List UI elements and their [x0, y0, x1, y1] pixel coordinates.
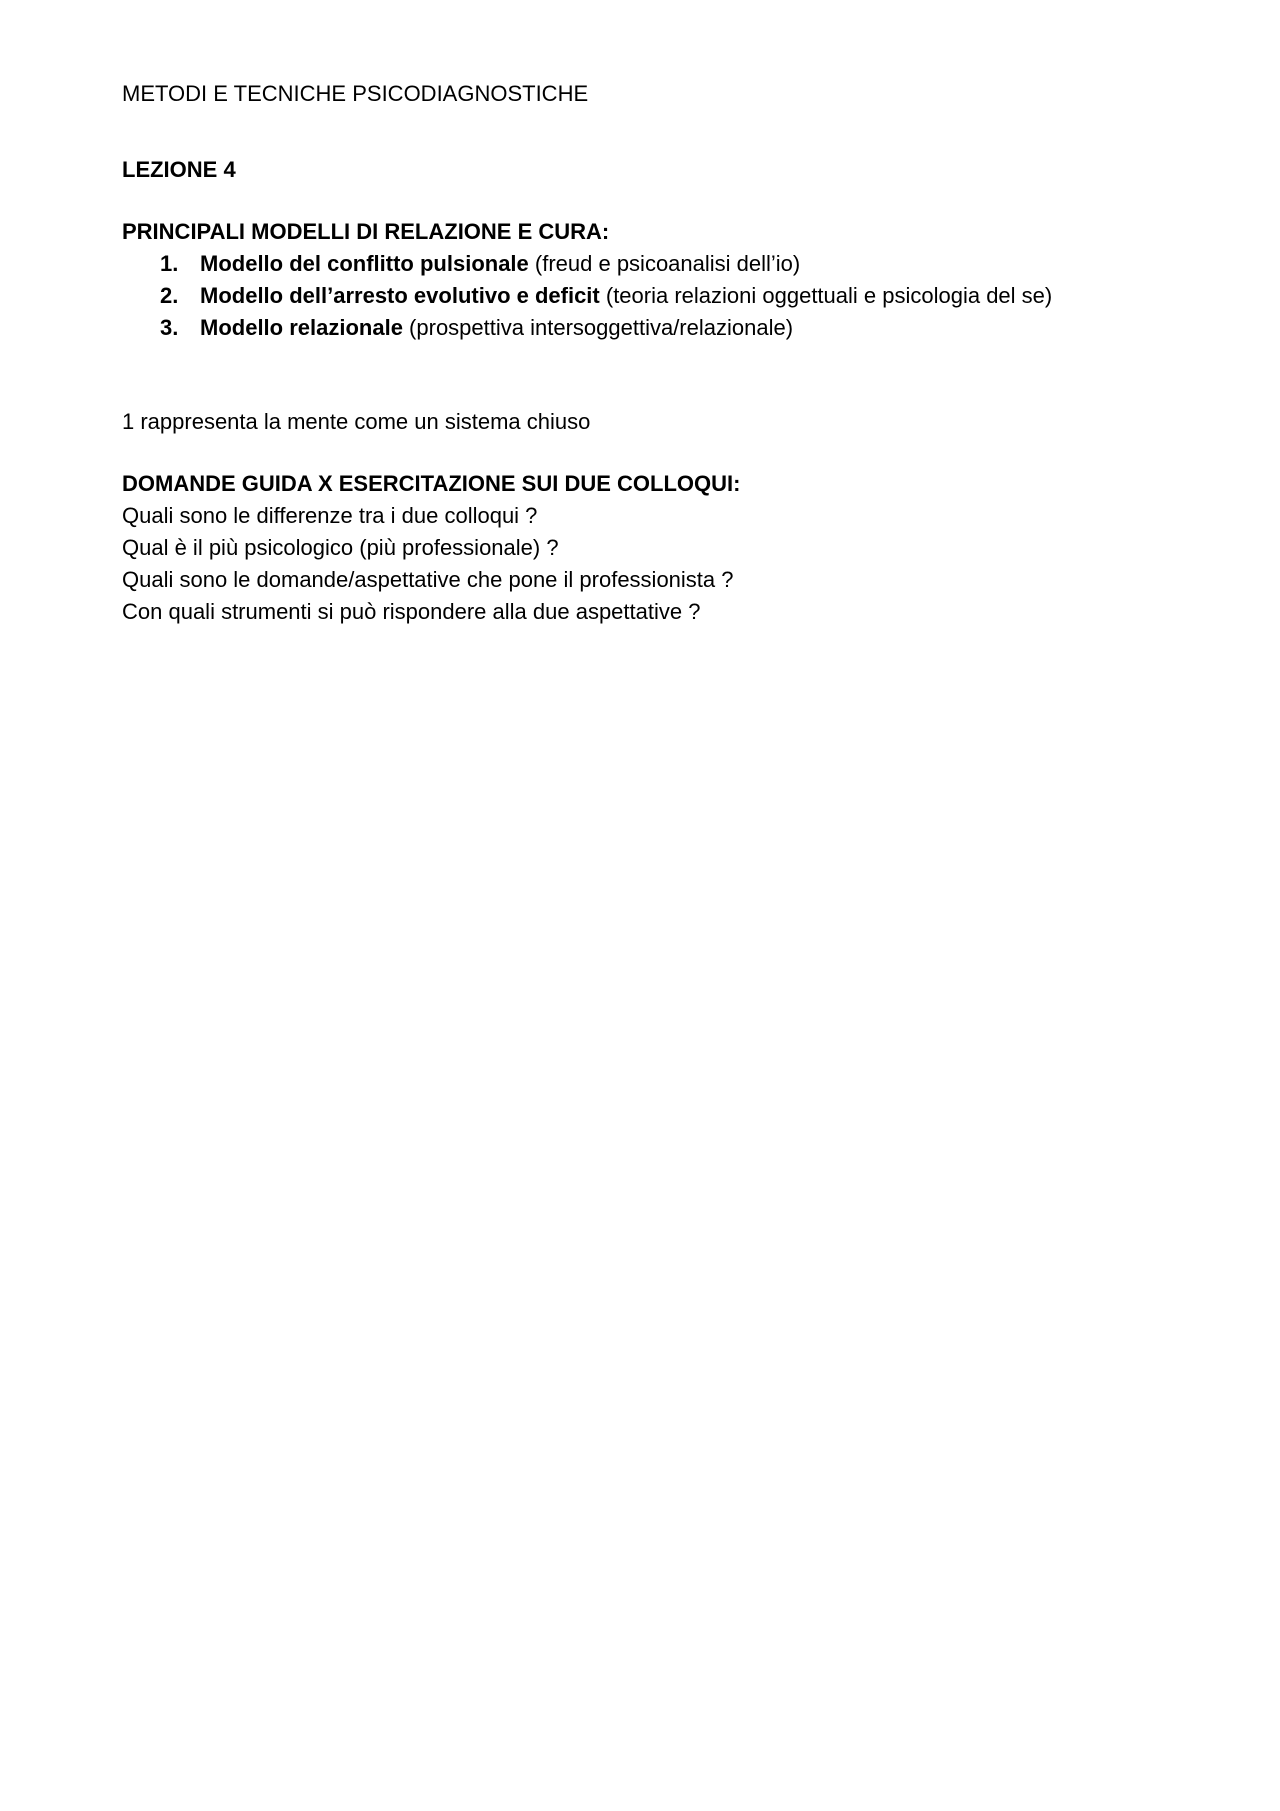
question-line: Con quali strumenti si può rispondere alla due aspettative ? [122, 599, 701, 624]
models-list [122, 248, 1162, 344]
lesson-heading: LEZIONE 4 [122, 157, 236, 182]
course-title: METODI E TECNICHE PSICODIAGNOSTICHE [122, 81, 589, 106]
models-heading: PRINCIPALI MODELLI DI RELAZIONE E CURA: [122, 219, 610, 244]
document-body [122, 78, 1162, 628]
note-text: 1 rappresenta la mente come un sistema chiuso [122, 409, 591, 434]
model-name: Modello dell’arresto evolutivo e deficit [200, 283, 600, 308]
list-item-number: 3. [160, 315, 179, 340]
list-item-number: 1. [160, 251, 179, 276]
list-item [122, 312, 1162, 344]
question-line: Quali sono le differenze tra i due colloqui ? [122, 503, 538, 528]
model-detail: (teoria relazioni oggettuali e psicologia del se) [599, 283, 1053, 308]
model-detail: (prospettiva intersoggettiva/relazionale) [402, 315, 794, 340]
question-line: Qual è il più psicologico (più professionale) ? [122, 535, 559, 560]
model-detail: (freud e psicoanalisi dell’io) [528, 251, 801, 276]
list-item-number: 2. [160, 283, 179, 308]
question-line: Quali sono le domande/aspettative che pone il professionista ? [122, 567, 734, 592]
questions-heading: DOMANDE GUIDA X ESERCITAZIONE SUI DUE COLLOQUI: [122, 471, 741, 496]
model-name: Modello del conflitto pulsionale [200, 251, 529, 276]
list-item [122, 248, 1162, 280]
model-name: Modello relazionale [200, 315, 403, 340]
list-item [122, 280, 1162, 312]
